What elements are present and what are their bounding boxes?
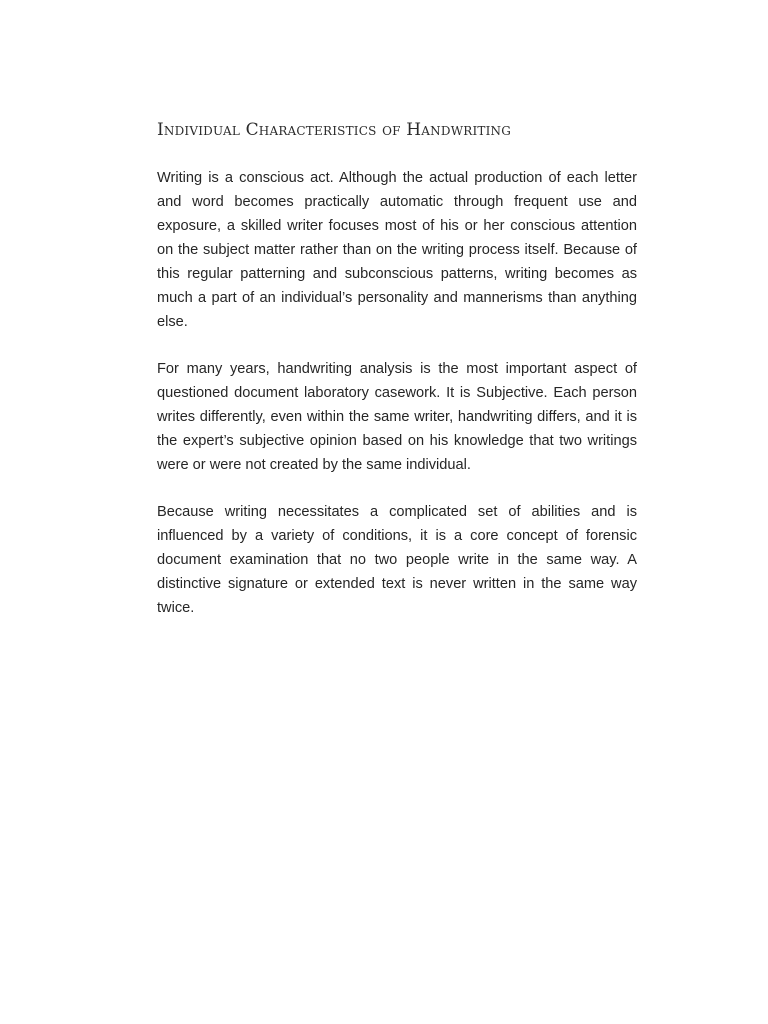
document-body [157,118,637,643]
paragraph-2: For many years, handwriting analysis is the most important aspect of questioned document laboratory casework. It is Subjective. Each person writes differently, even within the same writer, handwriting differs, and it is the expert’s subjective opinion based on his knowledge that two writings were or were not created by the same individual. [157,361,637,473]
paragraph-3: Because writing necessitates a complicated set of abilities and is influenced by a variety of conditions, it is a core concept of forensic document examination that no two people write in the same way. A distinctive signature or extended text is never written in the same way twice. [157,504,637,616]
page-title: Individual Characteristics of Handwriting [157,120,512,140]
paragraph-1: Writing is a conscious act. Although the actual production of each letter and word becomes practically automatic through frequent use and exposure, a skilled writer focuses most of his or her conscious attention on the subject matter rather than on the writing process itself. Because of this regular patterning and subconscious patterns, writing becomes as much a part of an individual’s personality and mannerisms than anything else. [157,170,637,330]
